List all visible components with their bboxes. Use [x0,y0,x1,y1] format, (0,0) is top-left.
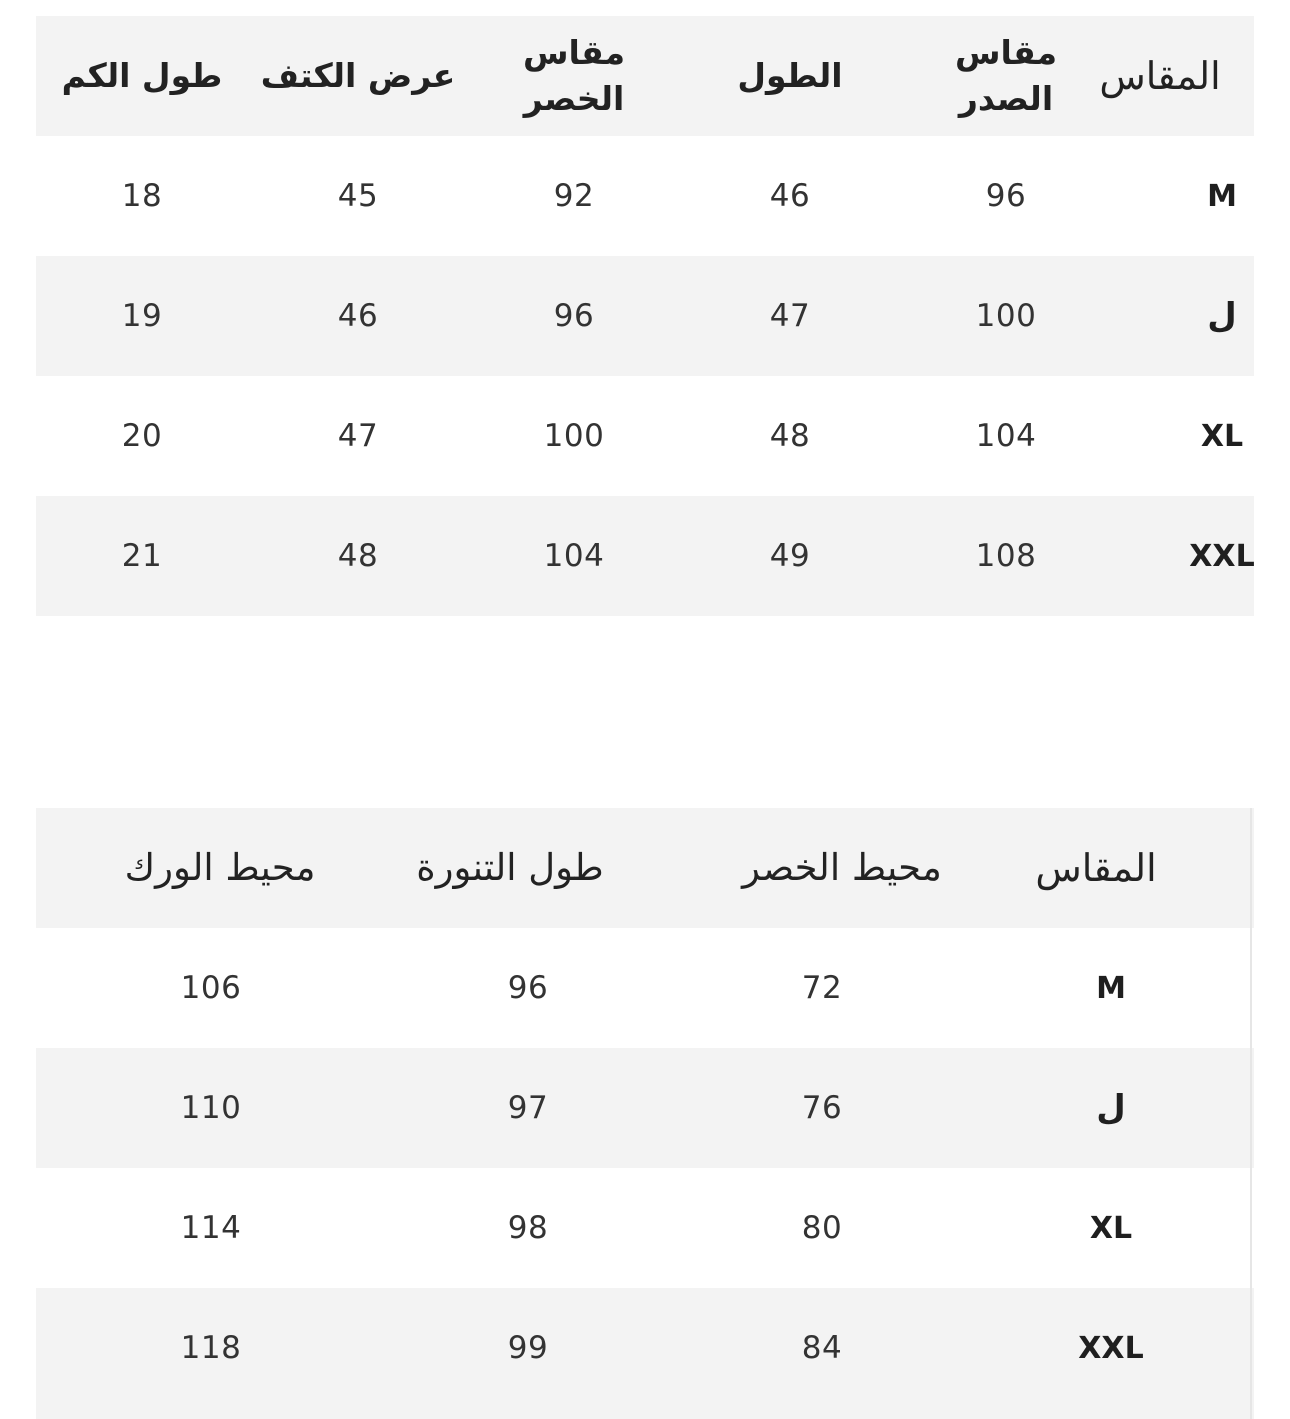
top-size-table [36,16,1254,616]
sleeve-value: 21 [121,538,163,574]
length-value: 47 [769,298,811,334]
sleeve-value: 19 [121,298,163,334]
table-row [36,136,1254,256]
size-label: ل [1096,1088,1126,1128]
chest-value: 108 [975,538,1037,574]
header-hip-circumference: محيط الورك [124,846,316,889]
table-row [36,1288,1254,1419]
length-value: 49 [769,538,811,574]
waist-value: 92 [553,178,595,214]
header-size: المقاس [1099,54,1221,98]
waist-value: 104 [543,538,605,574]
shoulder-value: 46 [337,298,379,334]
header-shoulder-width: عرض الكتف [260,56,456,95]
waist-value: 72 [801,970,843,1006]
shoulder-value: 48 [337,538,379,574]
length-value: 48 [769,418,811,454]
sleeve-value: 20 [121,418,163,454]
size-label: XXL [1078,1330,1144,1366]
table-row [36,1048,1254,1168]
header-waist-circumference: محيط الخصر [742,846,942,889]
table-row [36,496,1254,616]
header-chest: مقاس الصدر [954,33,1058,118]
bottom-header-row [36,808,1254,928]
header-waist: مقاس الخصر [522,33,626,118]
size-label: ل [1207,296,1237,336]
size-label: M [1096,970,1126,1006]
table-row [36,376,1254,496]
size-label: M [1207,178,1237,214]
skirt-length-value: 96 [507,970,549,1006]
header-skirt-length: طول التنورة [416,846,604,889]
size-label: XL [1200,418,1244,454]
length-value: 46 [769,178,811,214]
chest-value: 100 [975,298,1037,334]
skirt-length-value: 99 [507,1330,549,1366]
top-header-row [36,16,1254,136]
waist-value: 84 [801,1330,843,1366]
hip-value: 110 [180,1090,242,1126]
chest-value: 96 [985,178,1027,214]
hip-value: 114 [180,1210,242,1246]
bottom-size-table [36,808,1254,1419]
waist-value: 76 [801,1090,843,1126]
table-row [36,1168,1254,1288]
waist-value: 80 [801,1210,843,1246]
skirt-length-value: 98 [507,1210,549,1246]
hip-value: 118 [180,1330,242,1366]
waist-value: 100 [543,418,605,454]
waist-value: 96 [553,298,595,334]
table-border-line [1250,808,1252,1419]
size-label: XL [1089,1210,1133,1246]
shoulder-value: 47 [337,418,379,454]
header-sleeve-length: طول الكم [61,56,223,95]
size-label: XXL [1189,538,1255,574]
header-size: المقاس [1035,846,1157,890]
header-length: الطول [737,56,843,95]
hip-value: 106 [180,970,242,1006]
shoulder-value: 45 [337,178,379,214]
chest-value: 104 [975,418,1037,454]
skirt-length-value: 97 [507,1090,549,1126]
table-row [36,256,1254,376]
table-row [36,928,1254,1048]
sleeve-value: 18 [121,178,163,214]
